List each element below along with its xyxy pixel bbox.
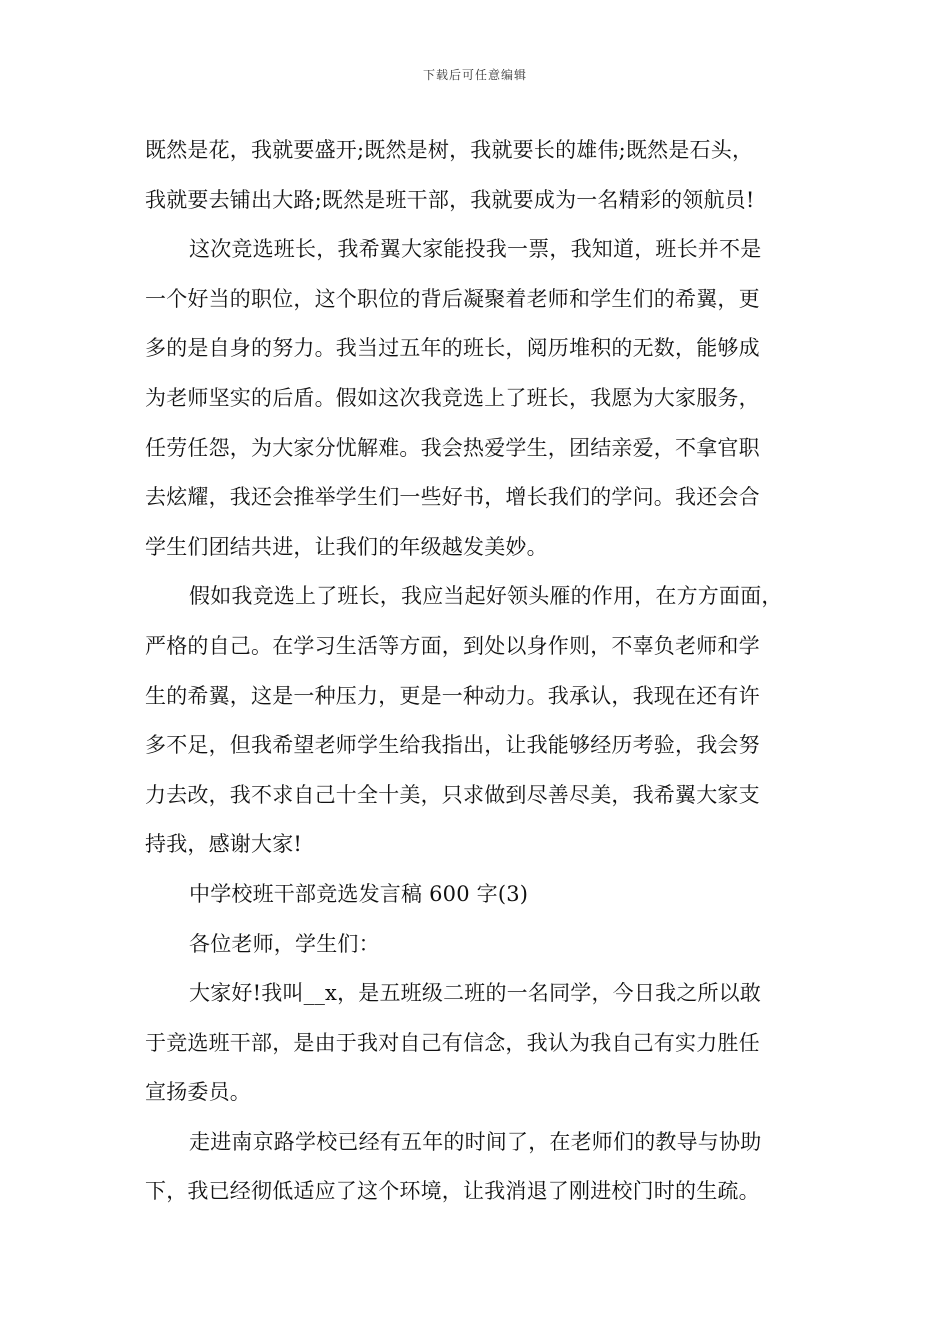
- text-line: 严格的自己。在学习生活等方面，到处以身作则，不辜负老师和学: [145, 633, 760, 658]
- text-line: 宣扬委员。: [145, 1080, 251, 1105]
- text-line: 为老师坚实的后盾。假如这次我竞选上了班长，我愿为大家服务，: [145, 385, 760, 410]
- text-line: 我就要去铺出大路;既然是班干部，我就要成为一名精彩的领航员!: [145, 187, 755, 212]
- text-line: 生的希翼，这是一种压力，更是一种动力。我承认，我现在还有许: [145, 683, 760, 708]
- document-body: [145, 126, 810, 1217]
- salutation-line: 各位老师，学生们：: [189, 931, 380, 956]
- paragraph-start-line: 假如我竞选上了班长，我应当起好领头雁的作用，在方方面面，: [189, 584, 783, 609]
- text-line: 持我，感谢大家!: [145, 832, 303, 857]
- text-line: 任劳任怨，为大家分忧解难。我会热爱学生，团结亲爱，不拿官职: [145, 435, 760, 460]
- text-line: 力去改，我不求自己十全十美，只求做到尽善尽美，我希翼大家支: [145, 782, 760, 807]
- text-line: 去炫耀，我还会推举学生们一些好书，增长我们的学问。我还会合: [145, 485, 760, 510]
- paragraph-start-line: 走进南京路学校已经有五年的时间了，在老师们的教导与协助: [189, 1129, 762, 1154]
- text-line: 一个好当的职位，这个职位的背后凝聚着老师和学生们的希翼，更: [145, 286, 760, 311]
- text-line: 既然是花，我就要盛开;既然是树，我就要长的雄伟;既然是石头，: [145, 138, 754, 162]
- text-line: 下，我已经彻低适应了这个环境，让我消退了刚进校门时的生疏。: [145, 1179, 760, 1204]
- text-line: 多的是自身的努力。我当过五年的班长，阅历堆积的无数，能够成: [145, 336, 760, 361]
- page-header: 下载后可任意编辑: [422, 68, 527, 82]
- text-line: 学生们团结共进，让我们的年级越发美妙。: [145, 534, 548, 559]
- paragraph-start-line: 大家好!我叫__x，是五班级二班的一名同学，今日我之所以敢: [189, 981, 762, 1006]
- section-title: 中学校班干部竞选发言稿 600 字(3): [189, 881, 529, 906]
- paragraph-start-line: 这次竞选班长，我希翼大家能投我一票，我知道，班长并不是: [189, 237, 762, 262]
- text-line: 于竞选班干部，是由于我对自己有信念，我认为我自己有实力胜任: [145, 1030, 760, 1055]
- text-line: 多不足，但我希望老师学生给我指出，让我能够经历考验，我会努: [145, 733, 760, 758]
